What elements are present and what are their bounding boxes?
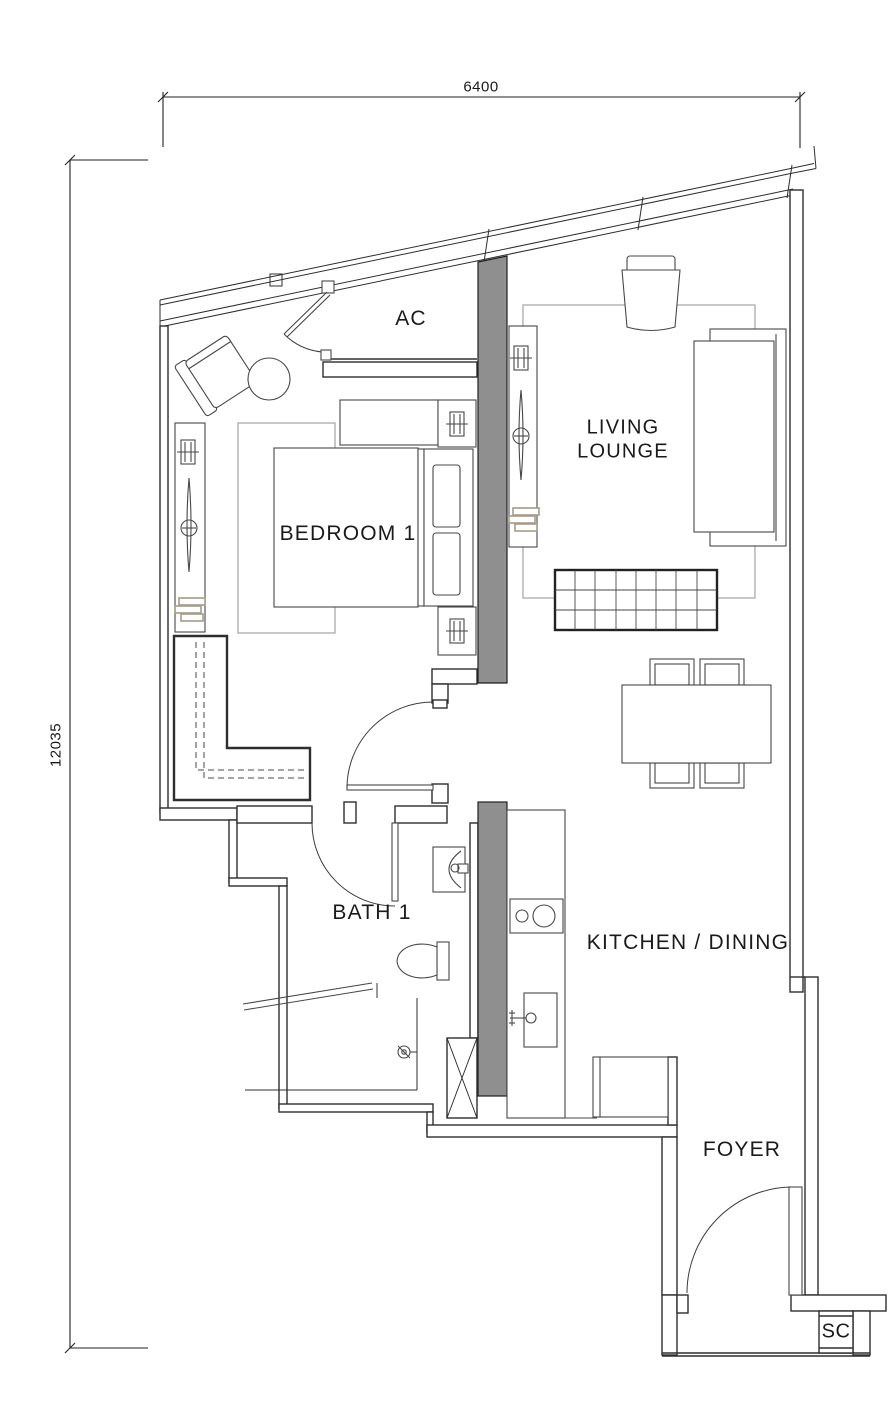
tv-console-bedroom bbox=[175, 423, 205, 632]
room-label-kitchen-dining: KITCHEN / DINING bbox=[586, 931, 790, 954]
fridge bbox=[593, 1057, 668, 1117]
dining-set bbox=[622, 659, 771, 788]
cooktop bbox=[510, 899, 563, 933]
column-lower bbox=[478, 802, 507, 1096]
room-label-living-line1: LIVING bbox=[586, 416, 660, 439]
armchair-bedroom bbox=[174, 333, 258, 417]
nightstand-bottom bbox=[438, 607, 476, 655]
dining-chair bbox=[650, 763, 694, 788]
dimension-left bbox=[65, 155, 148, 1353]
tv-console-living bbox=[509, 326, 539, 547]
pillow bbox=[433, 465, 460, 527]
nightstand-top bbox=[438, 400, 476, 447]
door-bath bbox=[312, 823, 398, 906]
kitchen-counter bbox=[507, 810, 597, 1118]
dimension-left-label: 12035 bbox=[47, 722, 65, 768]
toilet bbox=[397, 942, 449, 980]
door-bedroom bbox=[347, 702, 433, 790]
room-label-living-line2: LOUNGE bbox=[577, 440, 669, 463]
room-label-sc: SC bbox=[821, 1320, 851, 1343]
room-label-foyer: FOYER bbox=[702, 1138, 782, 1161]
dining-chair bbox=[650, 659, 694, 685]
armchair-living bbox=[622, 256, 680, 331]
dimension-top-label: 6400 bbox=[463, 78, 499, 96]
sofa bbox=[694, 329, 786, 546]
dining-table bbox=[622, 685, 771, 763]
ac-ledge-wall bbox=[323, 362, 477, 377]
bedside-cabinet bbox=[340, 400, 438, 445]
wardrobe-l bbox=[174, 636, 310, 800]
bath-wall bbox=[395, 806, 447, 823]
door-entry bbox=[687, 1187, 802, 1295]
shower bbox=[243, 983, 417, 1058]
tufted-coffee-table bbox=[555, 570, 717, 630]
column-upper bbox=[478, 256, 507, 683]
dining-chair bbox=[700, 659, 744, 685]
dimension-top bbox=[158, 92, 805, 148]
window-mullion bbox=[484, 229, 489, 262]
dining-chair bbox=[700, 763, 744, 788]
room-label-bath-1: BATH 1 bbox=[332, 901, 412, 924]
round-side-table bbox=[248, 358, 290, 400]
room-label-bedroom-1: BEDROOM 1 bbox=[279, 522, 417, 545]
bath-wall bbox=[237, 806, 312, 823]
room-label-ac: AC bbox=[395, 307, 427, 330]
pillow bbox=[433, 533, 460, 595]
vanity-sink bbox=[433, 847, 468, 892]
door-ac bbox=[284, 281, 334, 360]
duct-shaft bbox=[447, 1038, 477, 1118]
window-mullion bbox=[638, 197, 643, 230]
